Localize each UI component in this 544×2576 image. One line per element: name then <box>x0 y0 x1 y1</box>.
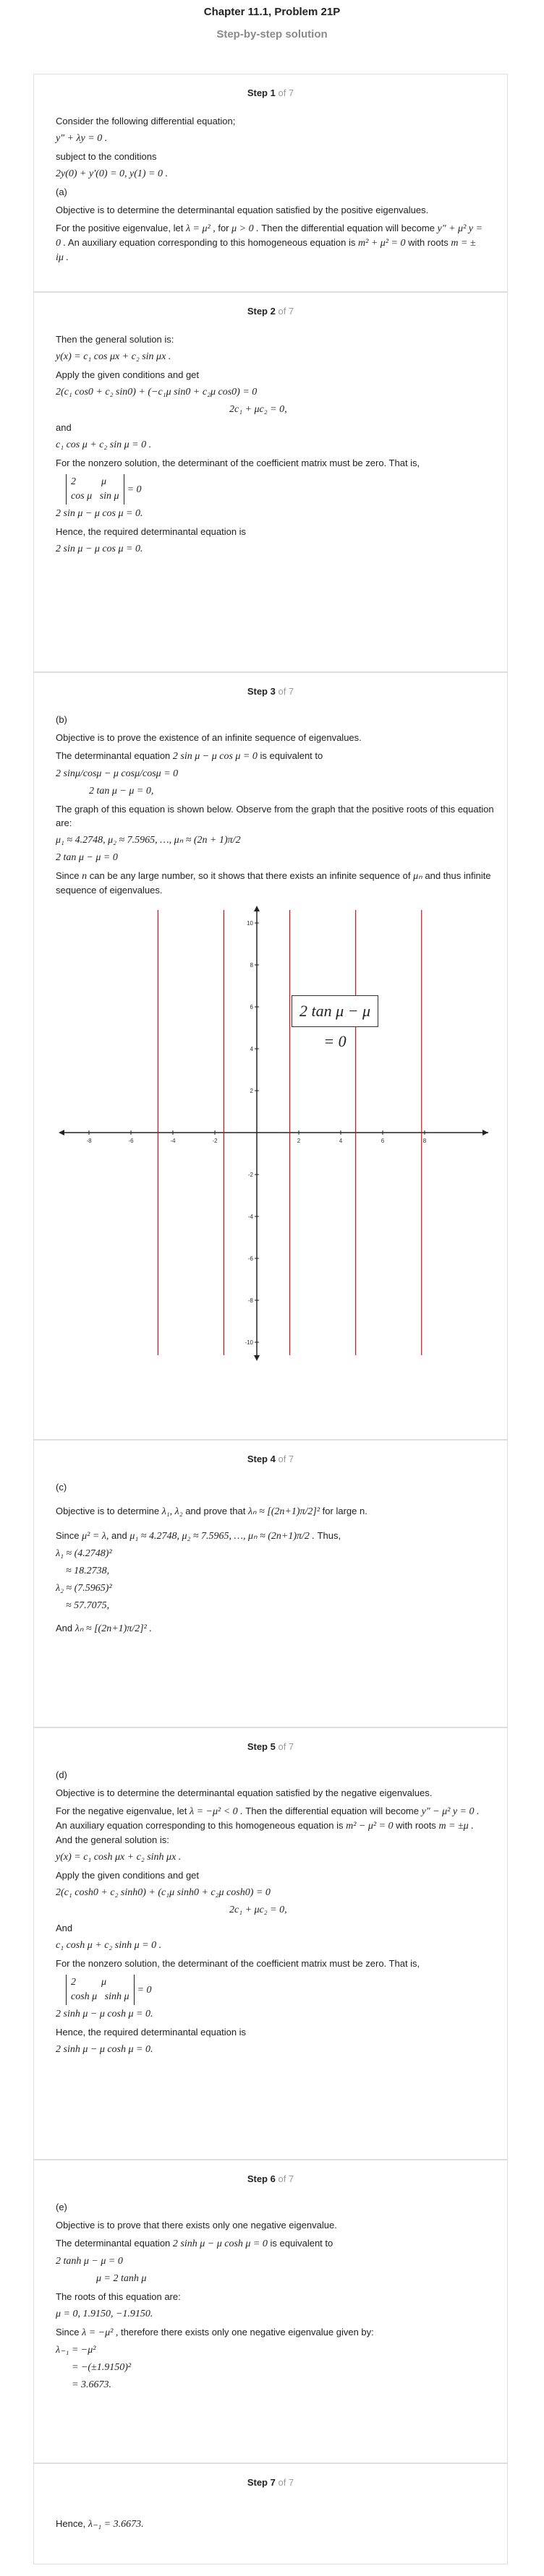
text-line: Objective is to prove the existence of an infinite sequence of eigenvalues. <box>56 732 362 743</box>
step-card-1 <box>33 74 508 292</box>
y-tick-label: -2 <box>247 1172 253 1178</box>
equation: 2 sin μ − μ cos μ = 0. <box>56 508 143 519</box>
text-line: The graph of this equation is shown below. Observe from the graph that the positive roots of this equation are: <box>56 804 494 828</box>
text-line: Objective is to determine the determinantal equation satisfied by the negative eigenvalues. <box>56 1787 433 1798</box>
step-content <box>34 99 507 276</box>
x-tick-label: -8 <box>86 1138 92 1144</box>
graph <box>47 901 496 1364</box>
text-line: Since λ = −μ² , therefore there exists only one negative eigenvalue given by: <box>56 2327 374 2338</box>
equation: = −(±1.9150)² <box>72 2362 132 2373</box>
text-line: Hence, the required determinantal equation is <box>56 2027 247 2038</box>
x-axis-arrow-left <box>59 1130 64 1135</box>
y-axis-arrow-bottom <box>254 1355 260 1361</box>
text-line: Objective is to determine the determinantal equation satisfied by the positive eigenvalues. <box>56 205 429 215</box>
equation: ≈ 57.7075, <box>66 1600 110 1611</box>
text-line: Consider the following differential equation; <box>56 116 236 126</box>
equation: y(x) = c₁ cosh μx + c₂ sinh μx . <box>56 1852 182 1863</box>
step-header: Step 4 of 7 <box>247 1454 294 1464</box>
step-content <box>34 2185 507 2403</box>
text-line: For the nonzero solution, the determinant of the coefficient matrix must be zero. That is, <box>56 1958 420 1969</box>
step-header: Step 3 of 7 <box>247 686 294 697</box>
text-line: For the nonzero solution, the determinant of the coefficient matrix must be zero. That is, <box>56 458 420 468</box>
equation: 2y(0) + y′(0) = 0, y(1) = 0 . <box>56 168 169 179</box>
step-content <box>34 1465 507 1647</box>
text-line: (c) <box>56 1482 67 1493</box>
step-content <box>34 317 507 567</box>
step-content <box>34 1753 507 2068</box>
text-line: Apply the given conditions and get <box>56 1870 200 1881</box>
x-tick-label: -6 <box>128 1138 134 1144</box>
step-header: Step 6 of 7 <box>247 2173 294 2184</box>
step-card-6 <box>33 2160 508 2463</box>
equation: λ₁ ≈ (4.2748)² <box>56 1548 112 1559</box>
text-line: (d) <box>56 1769 67 1780</box>
text-line: Objective is to determine λ₁, λ₂ and prove that λₙ ≈ [(2n+1)π/2]² for large n. <box>56 1506 367 1517</box>
determinant: 2 μ cos μ sin μ = 0 <box>56 474 485 505</box>
text-line: And λₙ ≈ [(2n+1)π/2]² . <box>56 1623 152 1634</box>
equation: μ = 2 tanh μ <box>96 2273 147 2284</box>
y-tick-label: -8 <box>247 1297 253 1304</box>
text-line: (b) <box>56 714 67 725</box>
equation: = 3.6673. <box>72 2379 111 2390</box>
x-tick-label: -4 <box>170 1138 176 1144</box>
equation: 2c₁ + μc₂ = 0, <box>229 404 287 415</box>
equation: λ₂ ≈ (7.5965)² <box>56 1583 112 1594</box>
equation: y(x) = c₁ cos μx + c₂ sin μx . <box>56 351 171 362</box>
equation: μ₁ ≈ 4.2748, μ₂ ≈ 7.5965, …, μₙ ≈ (2n + 1)π/2 <box>56 835 241 846</box>
step-card-5 <box>33 1727 508 2160</box>
x-tick-label: -2 <box>212 1138 218 1144</box>
equation: μ = 0, 1.9150, −1.9150. <box>56 2309 153 2319</box>
equation: 2 tan μ − μ = 0, <box>89 786 154 797</box>
equation: 2 sinh μ − μ cosh μ = 0. <box>56 2044 153 2055</box>
step-content <box>34 2489 507 2543</box>
equation: 2 sinμ/cosμ − μ cosμ/cosμ = 0 <box>56 768 179 779</box>
equation: y″ + λy = 0 . <box>56 133 108 144</box>
determinant: 2 μ cosh μ sinh μ = 0 <box>56 1975 485 2005</box>
equation: c₁ cos μ + c₂ sin μ = 0 . <box>56 439 152 450</box>
x-tick-label: 2 <box>297 1138 301 1144</box>
step-card-7 <box>33 2463 508 2564</box>
equation: 2 tanh μ − μ = 0 <box>56 2256 123 2267</box>
y-tick-label: 6 <box>250 1004 253 1010</box>
x-tick-label: 4 <box>339 1138 343 1144</box>
y-tick-label: -10 <box>245 1339 253 1346</box>
step-content <box>34 697 507 1375</box>
x-axis-arrow <box>483 1130 488 1135</box>
text-line: Then the general solution is: <box>56 334 174 345</box>
step-header: Step 7 of 7 <box>247 2477 294 2488</box>
y-tick-label: 4 <box>250 1046 253 1052</box>
equation: 2 tan μ − μ = 0 <box>56 852 118 863</box>
equation: 2 sinh μ − μ cosh μ = 0. <box>56 2009 153 2019</box>
step-card-4 <box>33 1440 508 1727</box>
step-header: Step 2 of 7 <box>247 306 294 317</box>
equation: 2(c₁ cos0 + c₂ sin0) + (−c₁μ sin0 + c₂μ cos0) = 0 <box>56 387 258 398</box>
equation: 2(c₁ cosh0 + c₂ sinh0) + (c₁μ sinh0 + c₂μ cosh0) = 0 <box>56 1887 271 1898</box>
y-tick-label: -4 <box>247 1214 253 1220</box>
y-tick-label: 2 <box>250 1088 253 1094</box>
text-line: The determinantal equation 2 sinh μ − μ cosh μ = 0 is equivalent to <box>56 2238 333 2249</box>
y-tick-label: 10 <box>247 920 253 927</box>
text-line: and <box>56 422 72 433</box>
text-line: For the negative eigenvalue, let λ = −μ² < 0 . Then the differential equation will become y″ − μ² y = 0 . An auxiliary equation corresponding to this homogeneous equation is m² − μ² = 0 with roots m = ±μ . And the general solution is: <box>56 1806 480 1845</box>
step-card-3 <box>33 672 508 1440</box>
text-line: For the positive eigenvalue, let λ = μ² , for μ > 0 . Then the differential equation will become y″ + μ² y = 0 . An auxiliary equation corresponding to this homogeneous equation is m² + μ² = 0 with roots m = ± iμ . <box>56 223 483 263</box>
equation: c₁ cosh μ + c₂ sinh μ = 0 . <box>56 1940 162 1951</box>
equation: ≈ 18.2738, <box>66 1566 110 1576</box>
equation: 2c₁ + μc₂ = 0, <box>229 1905 287 1915</box>
text-line: (a) <box>56 186 67 197</box>
step-header: Step 5 of 7 <box>247 1741 294 1752</box>
text-line: Since n can be any large number, so it shows that there exists an infinite sequence of μₙ and thus infinite sequence of eigenvalues. <box>56 870 491 896</box>
text-line: Apply the given conditions and get <box>56 369 200 380</box>
text-line: The determinantal equation 2 sin μ − μ cos μ = 0 is equivalent to <box>56 750 323 762</box>
step-header: Step 1 of 7 <box>247 87 294 98</box>
y-axis-arrow <box>254 906 260 911</box>
text-line: And <box>56 1923 73 1933</box>
page-subtitle: Step-by-step solution <box>216 28 328 40</box>
text-line: subject to the conditions <box>56 151 157 162</box>
text-line: The roots of this equation are: <box>56 2291 181 2302</box>
graph-plot <box>47 901 496 1364</box>
equation: 2 sin μ − μ cos μ = 0. <box>56 544 143 554</box>
x-tick-label: 8 <box>422 1138 427 1144</box>
x-tick-label: 6 <box>381 1138 385 1144</box>
text-line: Hence, λ₋₁ = 3.6673. <box>56 2518 144 2530</box>
graph-label: 2 tan μ − μ = 0 <box>292 995 378 1027</box>
text-line: Since μ² = λ, and μ₁ ≈ 4.2748, μ₂ ≈ 7.5965, …, μₙ ≈ (2n+1)π/2 . Thus, <box>56 1530 341 1542</box>
step-card-2 <box>33 292 508 672</box>
y-tick-label: 8 <box>250 962 253 969</box>
equation: λ₋₁ = −μ² <box>56 2345 96 2356</box>
page-title: Chapter 11.1, Problem 21P <box>203 6 341 18</box>
text-line: Hence, the required determinantal equation is <box>56 526 247 537</box>
y-tick-label: -6 <box>247 1255 253 1262</box>
text-line: Objective is to prove that there exists only one negative eigenvalue. <box>56 2220 337 2231</box>
text-line: (e) <box>56 2202 67 2212</box>
